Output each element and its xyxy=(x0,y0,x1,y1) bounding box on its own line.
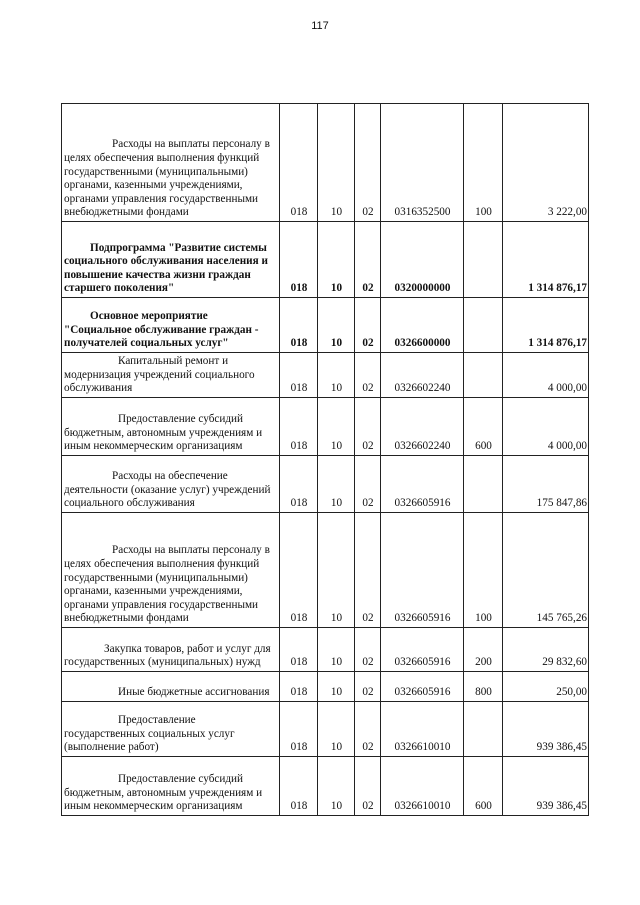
cell-subsection: 02 xyxy=(355,222,381,298)
cell-ministry: 018 xyxy=(280,456,318,513)
cell-target: 0326602240 xyxy=(381,353,464,398)
cell-subsection: 02 xyxy=(355,298,381,353)
cell-type xyxy=(464,353,503,398)
table-row xyxy=(62,353,589,398)
cell-ministry: 018 xyxy=(280,513,318,628)
row-name: Расходы на выплаты персоналу в целях обеспечения выполнения функций государственными (муниципальными) органами, казенными учреждениями, органами управления государственными внебюджетными фондами xyxy=(62,104,280,222)
cell-ministry: 018 xyxy=(280,222,318,298)
cell-subsection: 02 xyxy=(355,456,381,513)
cell-section: 10 xyxy=(318,353,355,398)
cell-subsection: 02 xyxy=(355,513,381,628)
table-row xyxy=(62,222,589,298)
budget-table xyxy=(61,103,589,816)
cell-section: 10 xyxy=(318,398,355,456)
cell-type: 800 xyxy=(464,672,503,702)
table-row xyxy=(62,298,589,353)
cell-subsection: 02 xyxy=(355,398,381,456)
table-row xyxy=(62,104,589,222)
cell-ministry: 018 xyxy=(280,628,318,672)
table-row xyxy=(62,513,589,628)
cell-ministry: 018 xyxy=(280,702,318,757)
table-row xyxy=(62,672,589,702)
cell-section: 10 xyxy=(318,757,355,816)
cell-target: 0316352500 xyxy=(381,104,464,222)
cell-subsection: 02 xyxy=(355,672,381,702)
cell-type: 100 xyxy=(464,513,503,628)
cell-target: 0326610010 xyxy=(381,702,464,757)
cell-target: 0326605916 xyxy=(381,456,464,513)
row-name: Расходы на выплаты персоналу в целях обеспечения выполнения функций государственными (муниципальными) органами, казенными учреждениями, органами управления государственными внебюджетными фондами xyxy=(62,513,280,628)
cell-type: 100 xyxy=(464,104,503,222)
cell-amount: 175 847,86 xyxy=(503,456,589,513)
cell-section: 10 xyxy=(318,672,355,702)
cell-type xyxy=(464,702,503,757)
cell-target: 0326605916 xyxy=(381,513,464,628)
cell-type: 200 xyxy=(464,628,503,672)
table-row xyxy=(62,398,589,456)
table-row xyxy=(62,628,589,672)
cell-amount: 939 386,45 xyxy=(503,757,589,816)
cell-section: 10 xyxy=(318,104,355,222)
cell-section: 10 xyxy=(318,702,355,757)
row-name: Расходы на обеспечение деятельности (оказание услуг) учреждений социального обслуживания xyxy=(62,456,280,513)
table-row xyxy=(62,702,589,757)
cell-target: 0326605916 xyxy=(381,628,464,672)
table-row xyxy=(62,757,589,816)
cell-amount: 29 832,60 xyxy=(503,628,589,672)
row-name: Предоставление субсидий бюджетным, автономным учреждениям и иным некоммерческим организациям xyxy=(62,398,280,456)
cell-subsection: 02 xyxy=(355,702,381,757)
cell-type: 600 xyxy=(464,398,503,456)
cell-amount: 250,00 xyxy=(503,672,589,702)
cell-section: 10 xyxy=(318,298,355,353)
cell-amount: 4 000,00 xyxy=(503,353,589,398)
cell-amount: 1 314 876,17 xyxy=(503,298,589,353)
cell-type xyxy=(464,222,503,298)
table-row xyxy=(62,456,589,513)
row-name: Предоставление государственных социальных услуг (выполнение работ) xyxy=(62,702,280,757)
cell-target: 0326610010 xyxy=(381,757,464,816)
cell-ministry: 018 xyxy=(280,104,318,222)
cell-section: 10 xyxy=(318,456,355,513)
cell-section: 10 xyxy=(318,513,355,628)
row-name: Иные бюджетные ассигнования xyxy=(62,672,280,702)
page-number: 117 xyxy=(311,20,329,32)
cell-amount: 939 386,45 xyxy=(503,702,589,757)
cell-type: 600 xyxy=(464,757,503,816)
cell-type xyxy=(464,456,503,513)
cell-amount: 145 765,26 xyxy=(503,513,589,628)
cell-ministry: 018 xyxy=(280,353,318,398)
cell-amount: 4 000,00 xyxy=(503,398,589,456)
row-name: Предоставление субсидий бюджетным, автономным учреждениям и иным некоммерческим организациям xyxy=(62,757,280,816)
cell-target: 0326600000 xyxy=(381,298,464,353)
cell-subsection: 02 xyxy=(355,757,381,816)
cell-ministry: 018 xyxy=(280,672,318,702)
row-name: Капитальный ремонт и модернизация учреждений социального обслуживания xyxy=(62,353,280,398)
cell-ministry: 018 xyxy=(280,398,318,456)
cell-amount: 1 314 876,17 xyxy=(503,222,589,298)
cell-ministry: 018 xyxy=(280,757,318,816)
row-name: Основное мероприятие "Социальное обслуживание граждан - получателей социальных услуг" xyxy=(62,298,280,353)
cell-target: 0320000000 xyxy=(381,222,464,298)
cell-amount: 3 222,00 xyxy=(503,104,589,222)
cell-target: 0326602240 xyxy=(381,398,464,456)
cell-ministry: 018 xyxy=(280,298,318,353)
cell-target: 0326605916 xyxy=(381,672,464,702)
cell-section: 10 xyxy=(318,628,355,672)
cell-subsection: 02 xyxy=(355,353,381,398)
row-name: Подпрограмма "Развитие системы социального обслуживания населения и повышение качества жизни граждан старшего поколения" xyxy=(62,222,280,298)
cell-subsection: 02 xyxy=(355,104,381,222)
row-name: Закупка товаров, работ и услуг для государственных (муниципальных) нужд xyxy=(62,628,280,672)
cell-section: 10 xyxy=(318,222,355,298)
cell-subsection: 02 xyxy=(355,628,381,672)
cell-type xyxy=(464,298,503,353)
